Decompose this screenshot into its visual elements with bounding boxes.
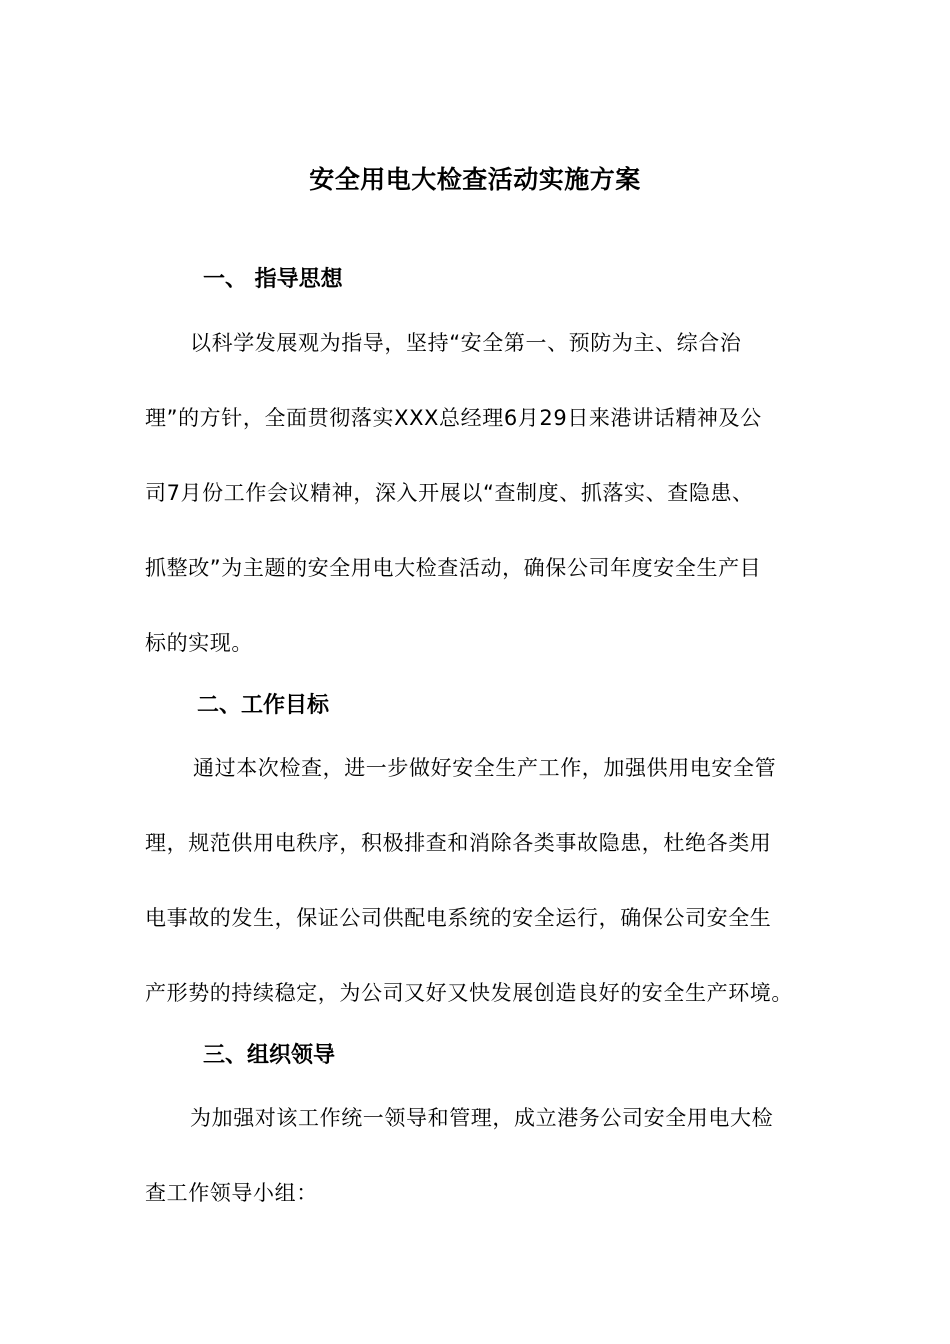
paragraph-line: 以科学发展观为指导，坚持“安全第一、预防为主、综合治 (190, 331, 742, 355)
paragraph-line: 产形势的持续稳定，为公司又好又快发展创造良好的安全生产环境。 (145, 981, 793, 1005)
paragraph-line: 电事故的发生，保证公司供配电系统的安全运行，确保公司安全生 (145, 906, 772, 930)
section-heading-organization-leadership: 三、组织领导 (203, 1043, 336, 1068)
document-title: 安全用电大检查活动实施方案 (309, 165, 641, 194)
section-heading-work-goals: 二、工作目标 (197, 693, 330, 718)
paragraph-line: 为加强对该工作统一领导和管理，成立港务公司安全用电大检 (190, 1106, 774, 1130)
paragraph-line: 抓整改”为主题的安全用电大检查活动，确保公司年度安全生产目 (145, 556, 762, 580)
paragraph-line: 查工作领导小组： (145, 1181, 318, 1205)
section-heading-guiding-ideology: 一、 指导思想 (203, 267, 343, 292)
paragraph-line: 理，规范供用电秩序，积极排查和消除各类事故隐患，杜绝各类用 (145, 831, 772, 855)
paragraph-line: 理”的方针，全面贯彻落实XXX总经理6月29日来港讲话精神及公 (145, 406, 762, 430)
paragraph-line: 通过本次检查，进一步做好安全生产工作，加强供用电安全管 (193, 756, 777, 780)
paragraph-line: 标的实现。 (145, 631, 253, 655)
paragraph-line: 司7月份工作会议精神，深入开展以“查制度、抓落实、查隐患、 (145, 481, 754, 505)
